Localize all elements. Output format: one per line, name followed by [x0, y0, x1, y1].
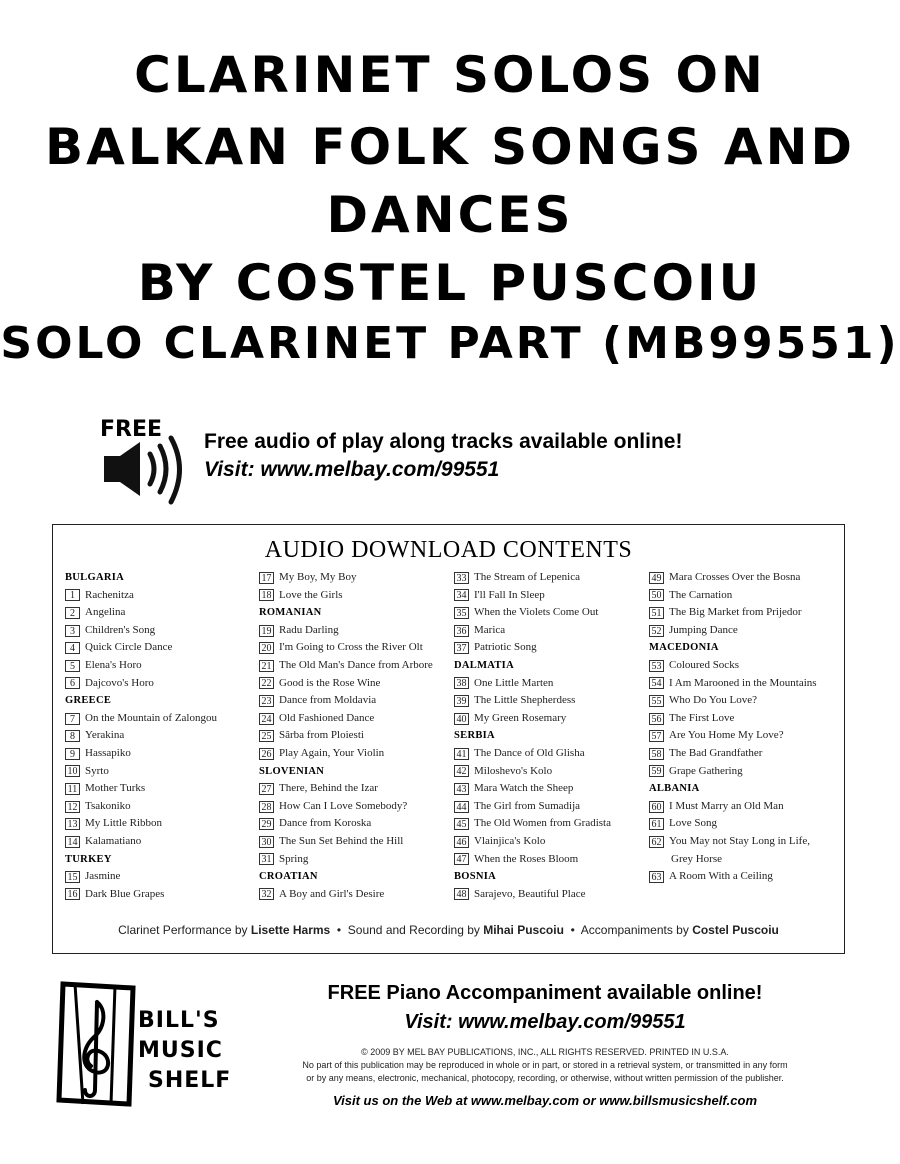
track-number: 31: [259, 853, 274, 865]
track-number: 10: [65, 765, 80, 777]
track-title: Yerakina: [85, 729, 125, 742]
track-title: A Room With a Ceiling: [669, 870, 773, 883]
track-title: How Can I Love Somebody?: [279, 799, 408, 812]
track-title: Miloshevo's Kolo: [474, 764, 553, 777]
track-number: 27: [259, 783, 274, 795]
track-title: Jumping Dance: [669, 623, 738, 636]
track-number: 42: [454, 765, 469, 777]
track-item: [649, 587, 839, 605]
track-item: [65, 868, 255, 886]
track-title: On the Mountain of Zalongou: [85, 711, 217, 724]
track-title: Dajcovo's Horo: [85, 676, 154, 689]
track-title: The Carnation: [669, 588, 733, 601]
track-number: 57: [649, 730, 664, 742]
track-title: Rachenitza: [85, 588, 134, 601]
track-item: [259, 886, 449, 904]
copyright-line-1: © 2009 BY MEL BAY PUBLICATIONS, INC., ALL RIGHTS RESERVED. PRINTED IN U.S.A.: [361, 1047, 729, 1057]
credit-perf-name: Lisette Harms: [250, 923, 331, 937]
track-item: [649, 727, 839, 745]
logo-text-1: BILL'S: [138, 1008, 220, 1033]
track-number: 51: [649, 607, 664, 619]
track-number: 39: [454, 695, 469, 707]
track-item: [259, 798, 449, 816]
speaker-icon: [98, 410, 198, 510]
track-title: Who Do You Love?: [669, 694, 757, 707]
track-item: [65, 727, 255, 745]
track-item: [649, 675, 839, 693]
track-number: 7: [65, 713, 80, 725]
track-title: My Green Rosemary: [474, 711, 567, 724]
track-item: [65, 604, 255, 622]
track-title: Quick Circle Dance: [85, 641, 173, 654]
credit-separator: •: [336, 923, 342, 937]
track-item: [259, 639, 449, 657]
track-number: 32: [259, 888, 274, 900]
track-number: 12: [65, 801, 80, 813]
track-item: [65, 622, 255, 640]
logo-text-3: SHELF: [148, 1068, 232, 1093]
title-author: BY COSTEL PUSCOIU: [137, 254, 763, 312]
contents-column-2: [259, 569, 449, 903]
track-number: 14: [65, 836, 80, 848]
track-title: I'll Fall In Sleep: [474, 588, 545, 601]
track-number: 34: [454, 589, 469, 601]
track-number: 22: [259, 677, 274, 689]
track-item: [454, 604, 644, 622]
track-item: [65, 798, 255, 816]
track-title-continued: Grey Horse: [671, 852, 723, 865]
track-item: [454, 745, 644, 763]
track-item: [454, 798, 644, 816]
track-number: 52: [649, 625, 664, 637]
track-number: 61: [649, 818, 664, 830]
track-title: Jasmine: [85, 870, 121, 883]
track-title: Radu Darling: [279, 623, 339, 636]
track-title: A Boy and Girl's Desire: [279, 887, 385, 900]
track-item: [454, 851, 644, 869]
track-number: 54: [649, 677, 664, 689]
track-title: Good is the Rose Wine: [279, 676, 381, 689]
track-title: Marica: [474, 623, 506, 636]
track-title: I Am Marooned in the Mountains: [669, 676, 817, 689]
website-links[interactable]: Visit us on the Web at www.melbay.com or www.billsmusicshelf.com: [332, 1093, 758, 1108]
track-item: [454, 763, 644, 781]
track-title: The Little Shepherdess: [474, 694, 576, 707]
track-item: [259, 851, 449, 869]
track-title: Coloured Socks: [669, 658, 739, 671]
title-line-1: CLARINET SOLOS ON: [134, 46, 766, 104]
track-number: 19: [259, 625, 274, 637]
track-title: The Stream of Lepenica: [474, 571, 580, 583]
track-item: [259, 587, 449, 605]
track-title: Sârba from Ploiesti: [279, 729, 364, 742]
track-item: [65, 780, 255, 798]
free-audio-link[interactable]: Visit: www.melbay.com/99551: [204, 458, 500, 481]
track-number: 35: [454, 607, 469, 619]
track-item: [454, 639, 644, 657]
track-item: [259, 657, 449, 675]
track-title: You May not Stay Long in Life,: [669, 834, 810, 847]
region-heading: BULGARIA: [65, 572, 124, 583]
track-number: 59: [649, 765, 664, 777]
track-item: [65, 886, 255, 904]
track-item: [454, 569, 644, 587]
track-item: [65, 587, 255, 605]
piano-accompaniment-link[interactable]: Visit: www.melbay.com/99551: [404, 1011, 686, 1033]
track-title: Old Fashioned Dance: [279, 711, 375, 724]
track-title: Sarajevo, Beautiful Place: [474, 887, 586, 900]
title-line-3: DANCES: [326, 186, 574, 244]
track-item: [649, 604, 839, 622]
track-number: 33: [454, 572, 469, 584]
track-number: 53: [649, 660, 664, 672]
track-title: Dark Blue Grapes: [85, 887, 165, 900]
track-title: Mara Crosses Over the Bosna: [669, 571, 801, 583]
region-heading: MACEDONIA: [649, 642, 719, 654]
track-title: Kalamatiano: [85, 834, 142, 847]
region-heading: CROATIAN: [259, 871, 318, 883]
track-title: I Must Marry an Old Man: [669, 799, 784, 812]
track-number: 3: [65, 625, 80, 637]
track-item: [649, 745, 839, 763]
track-number: 20: [259, 642, 274, 654]
track-title: My Boy, My Boy: [279, 571, 357, 583]
track-item: [649, 763, 839, 781]
track-item: [454, 780, 644, 798]
track-number: 47: [454, 853, 469, 865]
track-number: 37: [454, 642, 469, 654]
track-title: When the Roses Bloom: [474, 852, 579, 865]
track-title: The Sun Set Behind the Hill: [279, 834, 404, 847]
track-item: [454, 886, 644, 904]
credits-line: [53, 923, 844, 937]
region-heading: GREECE: [65, 695, 112, 707]
contents-column-4: [649, 569, 839, 886]
track-number: 23: [259, 695, 274, 707]
track-title: Mother Turks: [85, 782, 146, 795]
track-number: 41: [454, 748, 469, 760]
track-title: I'm Going to Cross the River Olt: [279, 641, 423, 654]
region-heading: DALMATIA: [454, 659, 514, 671]
track-item: [649, 710, 839, 728]
track-item: [649, 798, 839, 816]
track-item: [65, 710, 255, 728]
track-title: The Old Women from Gradista: [474, 817, 611, 830]
track-number: 25: [259, 730, 274, 742]
track-number: 4: [65, 642, 80, 654]
region-heading: ROMANIAN: [259, 607, 322, 619]
track-title: Dance from Koroska: [279, 817, 372, 830]
track-title: Patriotic Song: [474, 641, 537, 654]
track-item: [649, 833, 839, 851]
logo-text-2: MUSIC: [138, 1038, 223, 1063]
track-item: [454, 622, 644, 640]
track-item: [65, 675, 255, 693]
track-item: [65, 763, 255, 781]
track-number: 60: [649, 801, 664, 813]
track-number: 15: [65, 871, 80, 883]
track-title: The Dance of Old Glisha: [474, 746, 585, 759]
track-item: [259, 815, 449, 833]
audio-contents-box: [52, 524, 845, 954]
track-number: 45: [454, 818, 469, 830]
credit-perf-label: Clarinet Performance by: [118, 923, 248, 937]
track-item: [649, 657, 839, 675]
title-line-2: BALKAN FOLK SONGS AND: [45, 118, 855, 176]
track-number: 62: [649, 836, 664, 848]
track-title: One Little Marten: [474, 676, 554, 689]
track-number: 16: [65, 888, 80, 900]
track-number: 6: [65, 677, 80, 689]
track-number: 30: [259, 836, 274, 848]
contents-column-3: [454, 569, 644, 903]
track-number: 58: [649, 748, 664, 760]
free-badge: FREE: [100, 417, 163, 442]
track-item: [649, 868, 839, 886]
copyright-line-2: No part of this publication may be reproduced in whole or in part, or stored in a retrieval system, or transmitted in any form: [302, 1060, 788, 1070]
track-title: Grape Gathering: [669, 764, 743, 777]
track-number: 44: [454, 801, 469, 813]
track-number: 1: [65, 589, 80, 601]
region-heading: TURKEY: [65, 853, 112, 865]
track-number: 48: [454, 888, 469, 900]
track-number: 26: [259, 748, 274, 760]
track-item: [454, 710, 644, 728]
track-item: [454, 815, 644, 833]
credit-separator: •: [570, 923, 575, 937]
track-item: [454, 675, 644, 693]
track-number: 29: [259, 818, 274, 830]
track-item: [649, 815, 839, 833]
track-title: Children's Song: [85, 623, 156, 636]
track-title: Love Song: [669, 817, 717, 830]
track-title: Dance from Moldavia: [279, 694, 377, 707]
track-number: 50: [649, 589, 664, 601]
region-heading: BOSNIA: [454, 871, 497, 883]
track-item: [259, 745, 449, 763]
track-number: 5: [65, 660, 80, 672]
region-heading: SERBIA: [454, 730, 495, 742]
track-number: 49: [649, 572, 664, 584]
track-item: [454, 587, 644, 605]
track-item: [649, 569, 839, 587]
track-number: 46: [454, 836, 469, 848]
track-title: Angelina: [85, 606, 126, 619]
piano-accompaniment-text: FREE Piano Accompaniment available online!: [327, 982, 763, 1004]
contents-column-1: [65, 569, 255, 903]
track-title: My Little Ribbon: [85, 817, 162, 830]
track-number: 55: [649, 695, 664, 707]
track-item: [65, 833, 255, 851]
track-title: There, Behind the Izar: [279, 782, 378, 795]
track-number: 9: [65, 748, 80, 760]
track-number: 18: [259, 589, 274, 601]
track-title: The Bad Grandfather: [669, 746, 763, 759]
track-number: 38: [454, 677, 469, 689]
title-part: SOLO CLARINET PART (MB99551): [0, 318, 900, 369]
track-item: [259, 675, 449, 693]
track-title: Vlainjica's Kolo: [474, 834, 546, 847]
track-item: [259, 833, 449, 851]
track-number: 8: [65, 730, 80, 742]
track-item: [259, 780, 449, 798]
track-number: 28: [259, 801, 274, 813]
track-item: [649, 622, 839, 640]
track-number: 43: [454, 783, 469, 795]
track-item: [259, 692, 449, 710]
track-item: [259, 710, 449, 728]
track-title: Hassapiko: [85, 746, 131, 759]
track-item: [65, 657, 255, 675]
track-title: The Girl from Sumadija: [474, 799, 581, 812]
track-number: 11: [65, 783, 80, 795]
track-title: Are You Home My Love?: [669, 729, 784, 742]
credit-acc-name: Costel Puscoiu: [692, 923, 779, 937]
track-number: 40: [454, 713, 469, 725]
credit-sound-label: Sound and Recording by: [347, 923, 480, 937]
track-number: 17: [259, 572, 274, 584]
copyright-line-3: or by any means, electronic, mechanical, photocopy, recording, or otherwise, without written permission of the publisher.: [306, 1073, 784, 1083]
track-number: 63: [649, 871, 664, 883]
track-item: [65, 639, 255, 657]
track-number: 21: [259, 660, 274, 672]
track-number: 36: [454, 625, 469, 637]
track-title: Love the Girls: [279, 588, 343, 601]
track-title: The First Love: [669, 711, 735, 724]
credit-acc-label: Accompaniments by: [580, 923, 689, 937]
track-item: [259, 622, 449, 640]
track-title: Spring: [279, 852, 309, 865]
track-title: Elena's Horo: [85, 658, 142, 671]
track-item: [65, 815, 255, 833]
track-title: The Old Man's Dance from Arbore: [279, 658, 433, 671]
track-item: [454, 692, 644, 710]
track-item: [259, 569, 449, 587]
track-title: Syrto: [85, 764, 109, 777]
track-number: 13: [65, 818, 80, 830]
track-number: 56: [649, 713, 664, 725]
track-item: [649, 692, 839, 710]
contents-heading: AUDIO DOWNLOAD CONTENTS: [264, 537, 633, 563]
track-title: Play Again, Your Violin: [279, 746, 385, 759]
region-heading: ALBANIA: [649, 783, 700, 795]
track-item: [259, 727, 449, 745]
track-title: The Big Market from Prijedor: [669, 606, 802, 619]
track-item: [454, 833, 644, 851]
track-title: Tsakoniko: [85, 799, 131, 812]
track-title: When the Violets Come Out: [474, 606, 599, 619]
track-number: 2: [65, 607, 80, 619]
track-item: [65, 745, 255, 763]
region-heading: SLOVENIAN: [259, 765, 325, 777]
credit-sound-name: Mihai Puscoiu: [483, 923, 564, 937]
track-number: 24: [259, 713, 274, 725]
track-title: Mara Watch the Sheep: [474, 782, 574, 795]
free-audio-text: Free audio of play along tracks available online!: [204, 430, 683, 453]
